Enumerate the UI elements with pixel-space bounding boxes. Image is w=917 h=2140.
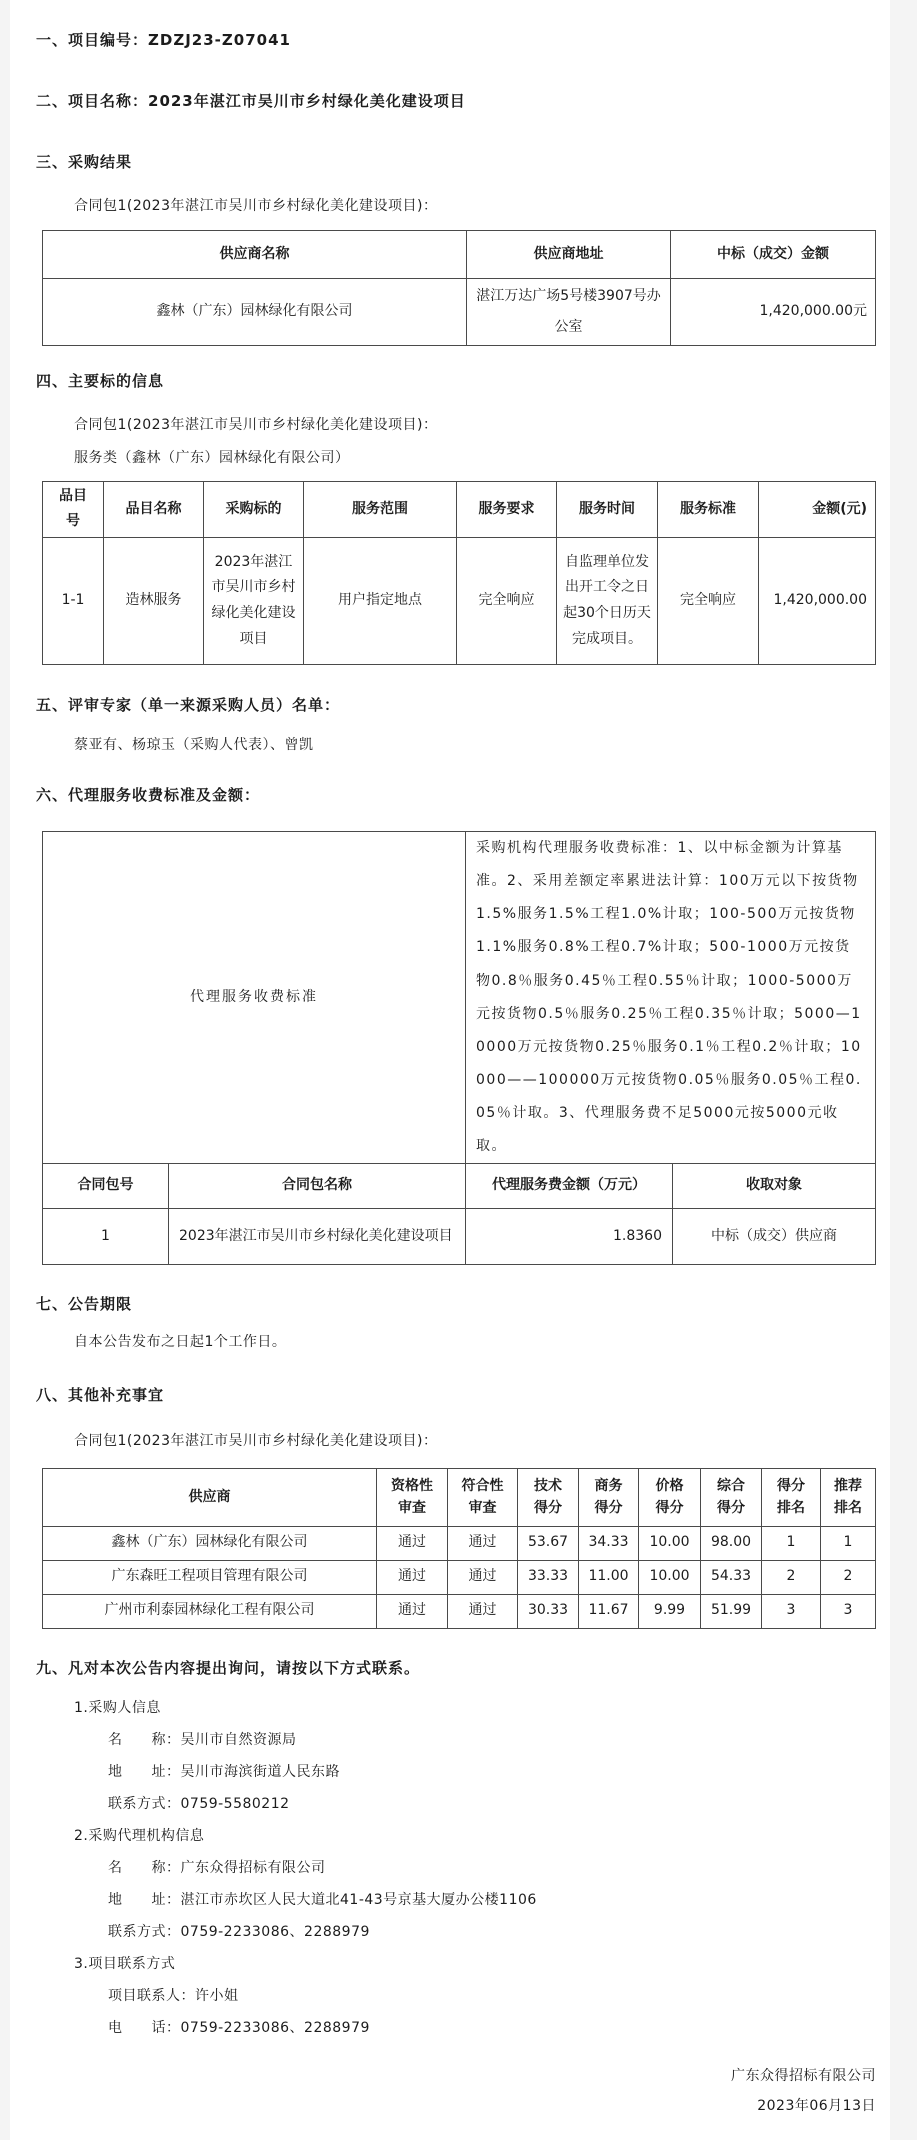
fee-package-no: 1: [43, 1208, 169, 1264]
project-contact-person: 项目联系人：许小姐: [108, 1987, 239, 2004]
section-3-heading: 三、采购结果: [36, 153, 133, 171]
announcement-period-text: 自本公告发布之日起1个工作日。: [74, 1333, 287, 1350]
score-technical: 33.33: [518, 1560, 579, 1594]
subject-header-service-time: 服务时间: [557, 481, 658, 538]
score-header-supplier: 供应商: [43, 1468, 377, 1526]
score-technical: 30.33: [518, 1594, 579, 1628]
footer-company-signature: 广东众得招标有限公司: [731, 2067, 876, 2084]
score-table-row-2: [43, 1560, 876, 1594]
result-supplier-address: 湛江万达广场5号楼3907号办公室: [467, 279, 671, 346]
subject-table-header-row: [43, 481, 876, 538]
fee-amount: 1.8360: [466, 1208, 673, 1264]
score-qualification: 通过: [377, 1594, 448, 1628]
subject-amount: 1,420,000.00: [759, 538, 876, 665]
announcement-document: [10, 0, 890, 2140]
score-table-header-row: [43, 1468, 876, 1526]
subject-service-time: 自监理单位发出开工令之日起30个日历天完成项目。: [557, 538, 658, 665]
section-3-package-label: 合同包1(2023年湛江市吴川市乡村绿化美化建设项目)：: [74, 198, 438, 214]
score-price: 9.99: [639, 1594, 701, 1628]
score-supplier: 广东森旺工程项目管理有限公司: [43, 1560, 377, 1594]
result-supplier-name: 鑫林（广东）园林绿化有限公司: [43, 279, 467, 346]
project-contact-phone: 电 话：0759-2233086、2288979: [108, 2019, 370, 2036]
fee-table-header-row: [43, 1163, 876, 1208]
subject-header-service-scope: 服务范围: [304, 481, 457, 538]
section-8-package-label: 合同包1(2023年湛江市吴川市乡村绿化美化建设项目)：: [74, 1432, 438, 1449]
subject-table-data-row: [43, 538, 876, 665]
agency-phone: 联系方式：0759-2233086、2288979: [108, 1923, 370, 1940]
score-header-conformity-review: 符合性审查: [448, 1468, 518, 1526]
section-1-heading: 一、项目编号：ZDZJ23-Z07041: [36, 31, 291, 49]
score-conformity: 通过: [448, 1526, 518, 1560]
section-4-service-class: 服务类（鑫林（广东）园林绿化有限公司）: [74, 449, 350, 466]
score-header-business-score: 商务得分: [579, 1468, 639, 1526]
section-2-heading: 二、项目名称：2023年湛江市吴川市乡村绿化美化建设项目: [36, 92, 466, 110]
score-price: 10.00: [639, 1560, 701, 1594]
fee-table-data-row: [43, 1208, 876, 1264]
score-rank: 3: [762, 1594, 821, 1628]
section-9-heading: 九、凡对本次公告内容提出询问，请按以下方式联系。: [36, 1658, 421, 1677]
project-contact-title: 3.项目联系方式: [74, 1955, 176, 1972]
agency-fee-table: [42, 831, 876, 1264]
subject-header-amount: 金额(元): [759, 481, 876, 538]
score-header-recommend-rank: 推荐排名: [821, 1468, 876, 1526]
result-header-award-amount: 中标（成交）金额: [671, 231, 876, 279]
fee-standard-label: 代理服务收费标准: [43, 832, 466, 1163]
fee-standard-row: [43, 832, 876, 1163]
result-award-amount: 1,420,000.00元: [671, 279, 876, 346]
agency-info-title: 2.采购代理机构信息: [74, 1827, 205, 1844]
purchaser-address: 地 址：吴川市海滨街道人民东路: [108, 1763, 340, 1780]
section-6-heading: 六、代理服务收费标准及金额：: [36, 786, 261, 805]
subject-service-scope: 用户指定地点: [304, 538, 457, 665]
score-total: 54.33: [701, 1560, 762, 1594]
score-header-price-score: 价格得分: [639, 1468, 701, 1526]
result-table-header-row: [43, 231, 876, 279]
score-conformity: 通过: [448, 1594, 518, 1628]
expert-names: 蔡亚有、杨琼玉（采购人代表）、曾凯: [74, 737, 314, 754]
score-technical: 53.67: [518, 1526, 579, 1560]
score-supplier: 鑫林（广东）园林绿化有限公司: [43, 1526, 377, 1560]
result-table-data-row: [43, 279, 876, 346]
section-8-heading: 八、其他补充事宜: [36, 1385, 165, 1404]
agency-address: 地 址：湛江市赤坎区人民大道北41-43号京基大厦办公楼1106: [108, 1891, 537, 1908]
subject-procurement-target: 2023年湛江市吴川市乡村绿化美化建设项目: [204, 538, 304, 665]
fee-package-name: 2023年湛江市吴川市乡村绿化美化建设项目: [169, 1208, 466, 1264]
score-total: 51.99: [701, 1594, 762, 1628]
purchaser-info-title: 1.采购人信息: [74, 1699, 161, 1716]
subject-header-procurement-target: 采购标的: [204, 481, 304, 538]
subject-header-service-standard: 服务标准: [658, 481, 759, 538]
recommend-rank: 2: [821, 1560, 876, 1594]
score-conformity: 通过: [448, 1560, 518, 1594]
score-header-total-score: 综合得分: [701, 1468, 762, 1526]
result-header-supplier-name: 供应商名称: [43, 231, 467, 279]
subject-header-service-requirement: 服务要求: [457, 481, 557, 538]
score-business: 34.33: [579, 1526, 639, 1560]
fee-header-charged-party: 收取对象: [673, 1163, 876, 1208]
score-table-row-1: [43, 1526, 876, 1560]
fee-header-package-name: 合同包名称: [169, 1163, 466, 1208]
score-rank: 1: [762, 1526, 821, 1560]
subject-header-item-no: 品目号: [43, 481, 104, 538]
fee-standard-text: 采购机构代理服务收费标准：1、以中标金额为计算基准。2、采用差额定率累进法计算：100万元以下按货物1.5%服务1.5%工程1.0%计取；100-500万元按货物1.1%服务0.8%工程0.7%计取；500-1000万元按货物0.8％服务0.45％工程0.55％计取；1000-5000万元按货物0.5％服务0.25％工程0.35％计取；5000—10000万元按货物0.25％服务0.1％工程0.2％计取；10000——100000万元按货物0.05％服务0.05％工程0.05％计取。3、代理服务费不足5000元按5000元收取。: [466, 832, 876, 1163]
section-4-package-label: 合同包1(2023年湛江市吴川市乡村绿化美化建设项目)：: [74, 416, 438, 433]
score-price: 10.00: [639, 1526, 701, 1560]
score-business: 11.67: [579, 1594, 639, 1628]
score-qualification: 通过: [377, 1560, 448, 1594]
subject-item-name: 造林服务: [104, 538, 204, 665]
result-header-supplier-address: 供应商地址: [467, 231, 671, 279]
subject-info-table: [42, 481, 876, 666]
purchaser-name: 名 称：吴川市自然资源局: [108, 1731, 297, 1748]
agency-name: 名 称：广东众得招标有限公司: [108, 1859, 326, 1876]
subject-header-item-name: 品目名称: [104, 481, 204, 538]
score-qualification: 通过: [377, 1526, 448, 1560]
score-table-row-3: [43, 1594, 876, 1628]
section-4-heading: 四、主要标的信息: [36, 371, 165, 390]
subject-service-standard: 完全响应: [658, 538, 759, 665]
subject-item-no: 1-1: [43, 538, 104, 665]
score-rank: 2: [762, 1560, 821, 1594]
section-7-heading: 七、公告期限: [36, 1294, 133, 1313]
score-supplier: 广州市利泰园林绿化工程有限公司: [43, 1594, 377, 1628]
procurement-result-table: [42, 230, 876, 346]
recommend-rank: 1: [821, 1526, 876, 1560]
subject-service-requirement: 完全响应: [457, 538, 557, 665]
purchaser-phone: 联系方式：0759-5580212: [108, 1795, 290, 1812]
fee-header-package-no: 合同包号: [43, 1163, 169, 1208]
supplier-score-table: [42, 1468, 876, 1629]
score-header-score-rank: 得分排名: [762, 1468, 821, 1526]
score-header-qualification-review: 资格性审查: [377, 1468, 448, 1526]
fee-header-fee-amount: 代理服务费金额（万元）: [466, 1163, 673, 1208]
score-total: 98.00: [701, 1526, 762, 1560]
score-business: 11.00: [579, 1560, 639, 1594]
section-5-heading: 五、评审专家（单一来源采购人员）名单：: [36, 696, 341, 715]
recommend-rank: 3: [821, 1594, 876, 1628]
score-header-technical-score: 技术得分: [518, 1468, 579, 1526]
fee-charged-party: 中标（成交）供应商: [673, 1208, 876, 1264]
footer-date: 2023年06月13日: [757, 2097, 876, 2114]
